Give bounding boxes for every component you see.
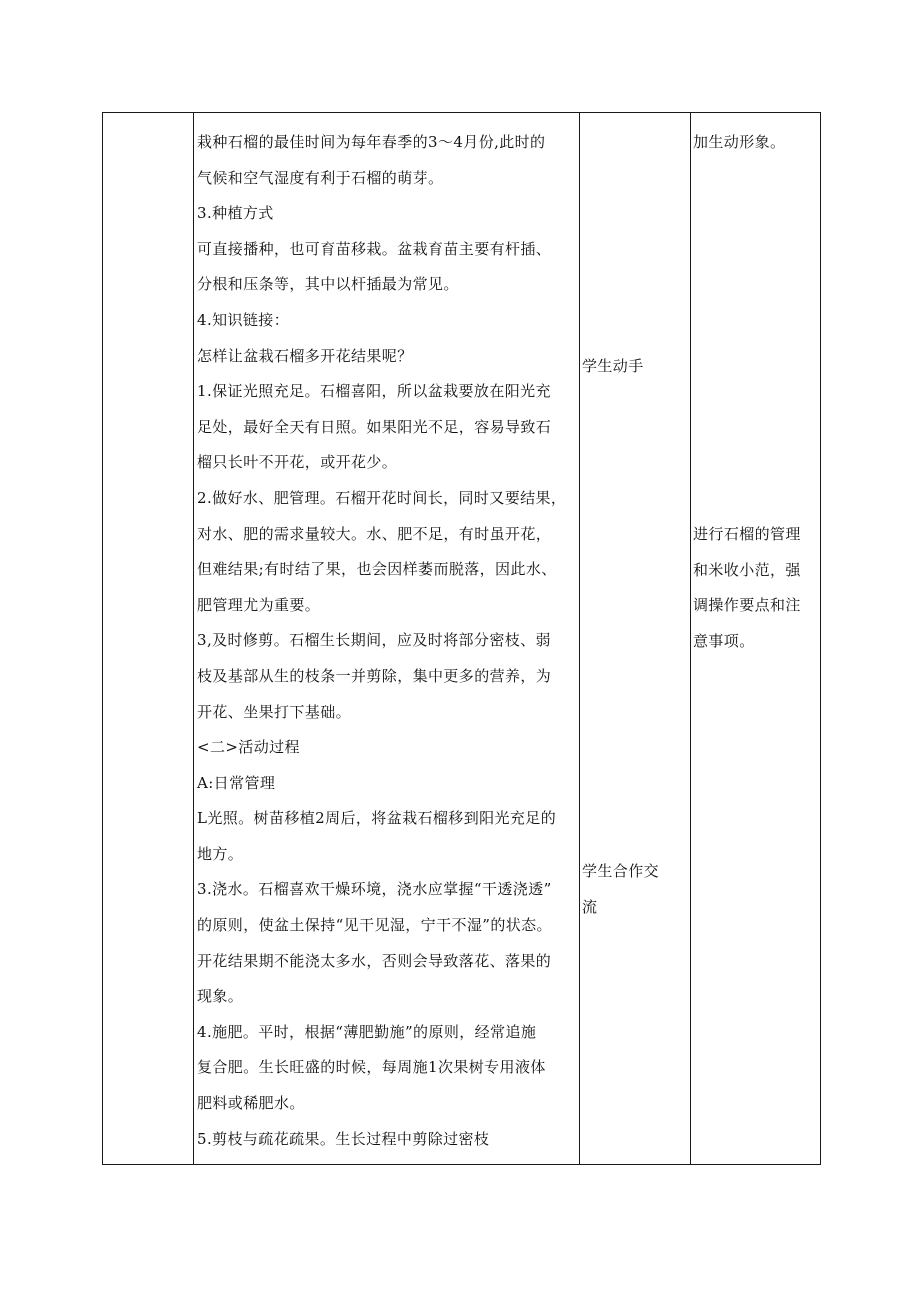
content-line: 栽种石榴的最佳时间为每年春季的3～4月份,此时的 [197,133,546,151]
content-line: <二>活动过程 [197,738,300,757]
student-activity-cell [580,113,691,1165]
table-row [103,113,821,1165]
content-line: 但难结果;有时结了果，也会因样萎而脱落，因此水、 [197,560,557,579]
content-line: 复合肥。生长旺盛的时候，每周施1次果树专用液体 [197,1058,546,1077]
content-line: 分根和压条等，其中以杆插最为常见。 [197,275,459,294]
content-line: 的原则，使盆土保持“见干见湿，宁干不湿”的状态。 [197,916,552,935]
design-intent-cell [691,113,821,1165]
content-line: 开花结果期不能浇太多水，否则会导致落花、落果的 [197,951,552,970]
content-line: 1.保证光照充足。石榴喜阳，所以盆栽要放在阳光充 [197,382,551,401]
student-note: 学生动手 [582,357,644,375]
content-line: 3,及时修剪。石榴生长期间，应及时将部分密枝、弱 [197,631,551,650]
content-line: 榴只长叶不开花，或开花少。 [197,453,398,472]
empty-left-cell [103,113,194,1165]
design-note-line: 和米收小范，强 [693,560,801,579]
content-line: 对水、肥的需求量较大。水、肥不足，有时虽开花， [197,524,552,543]
content-line: 地方。 [197,844,244,863]
teaching-content [194,113,579,1164]
lesson-plan-table [102,112,821,1165]
student-note-line: 学生合作交 [582,862,660,880]
student-note-line: 流 [582,897,598,916]
design-note-line: 调操作要点和注 [693,596,801,615]
content-line: 怎样让盆栽石榴多开花结果呢？ [197,346,413,365]
content-line: 4.施肥。平时，根据“薄肥勤施”的原则，经常追施 [197,1022,537,1041]
content-line: 可直接播种，也可育苗移栽。盆栽育苗主要有杆插、 [197,239,552,258]
content-line: 2.做好水、肥管理。石榴开花时间长，同时又要结果， [197,488,567,507]
content-line: 3.种植方式 [197,204,274,223]
content-line: 气候和空气湿度有利于石榴的萌芽。 [197,168,444,187]
content-line: 5.剪枝与疏花疏果。生长过程中剪除过密枝 [197,1129,490,1148]
content-line: 肥管理尤为重要。 [197,595,321,614]
content-line: 枝及基部从生的枝条一并剪除，集中更多的营养，为 [197,666,552,685]
design-note-line: 进行石榴的管理 [693,525,801,543]
design-note [693,517,801,659]
content-line: 现象。 [197,987,244,1006]
content-line: 肥料或稀肥水。 [197,1094,305,1113]
content-line: 足处，最好全天有日照。如果阳光不足，容易导致石 [197,417,552,436]
design-note: 加生动形象。 [693,133,786,151]
content-line: 4.知识链接： [197,310,290,329]
content-line: A:日常管理 [197,773,276,792]
content-line: 3.浇水。石榴喜欢干燥环境，浇水应掌握“干透浇透” [197,880,552,899]
content-line: 开花、坐果打下基础。 [197,702,352,721]
content-line: L光照。树苗移植2周后，将盆栽石榴移到阳光充足的 [197,809,557,828]
teaching-content-cell [194,113,580,1165]
student-note [582,854,659,925]
design-note-line: 意事项。 [693,631,755,650]
